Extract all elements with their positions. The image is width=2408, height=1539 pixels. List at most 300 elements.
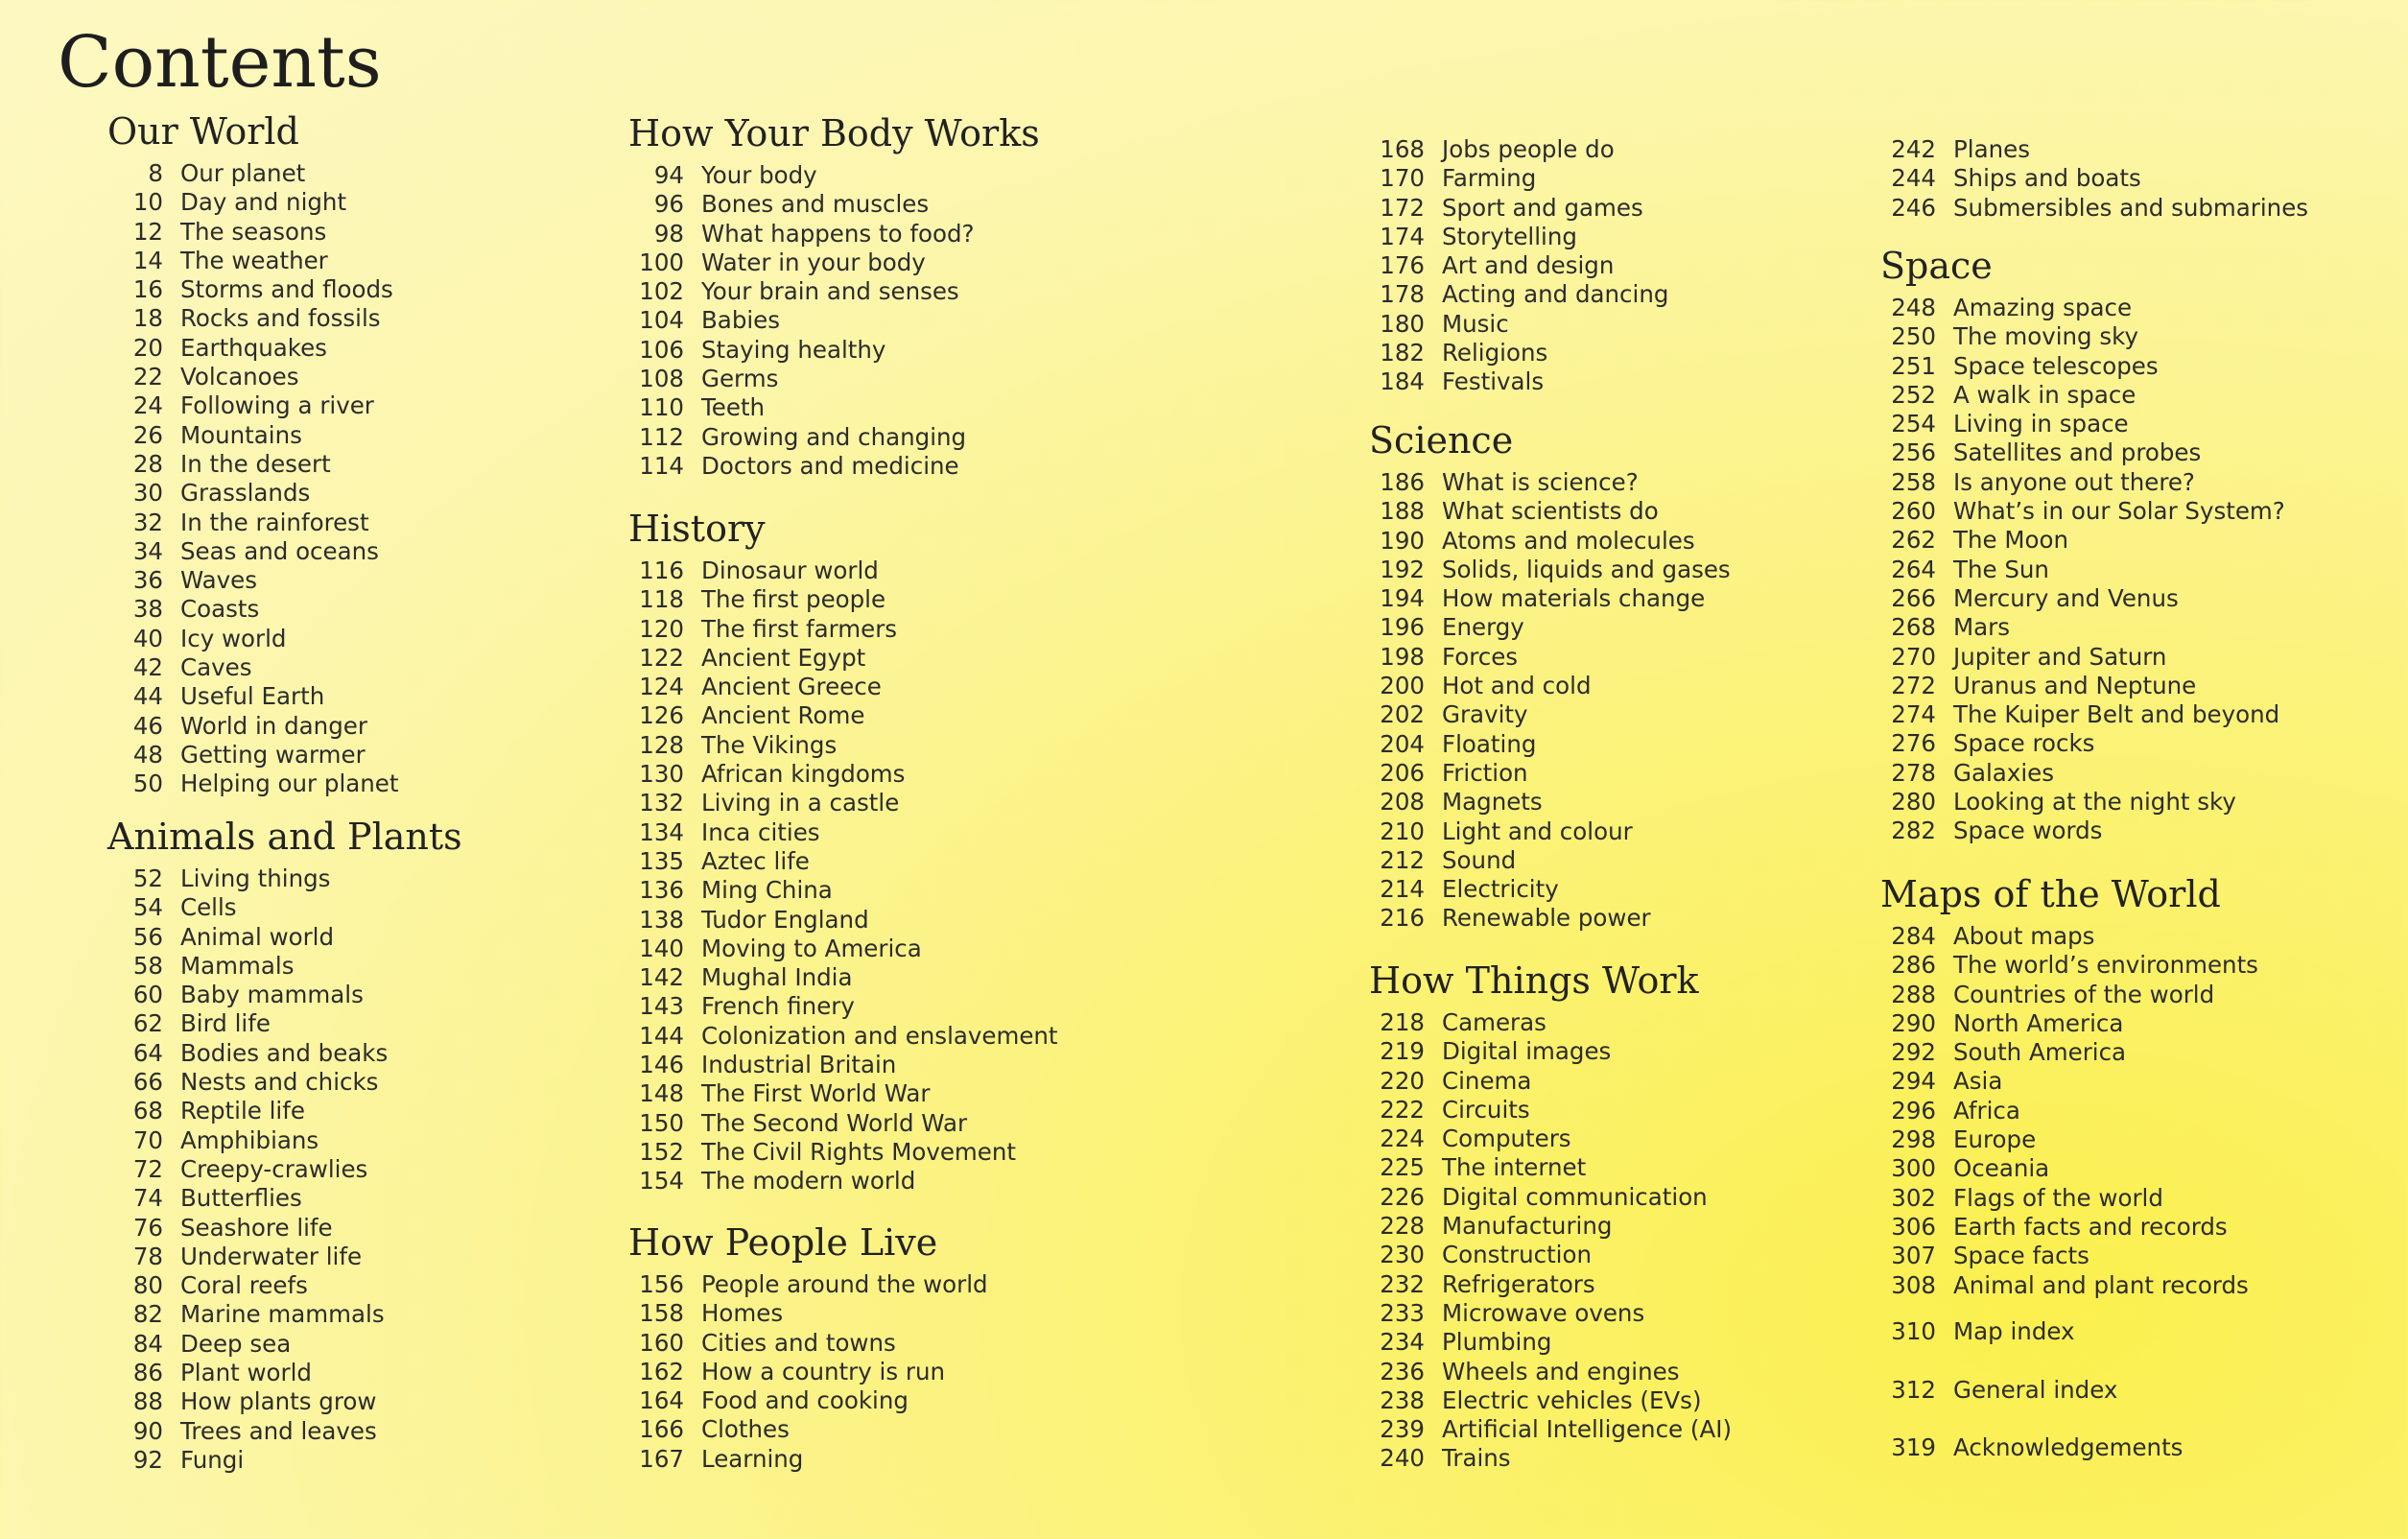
toc-entry [628,556,1473,585]
page-number: 218 [1380,1008,1425,1036]
entry-label: The Second World War [701,1108,968,1137]
page-number: 206 [1380,758,1425,787]
entry-label: Cinema [1442,1066,1532,1095]
toc-entry [1880,1361,2408,1420]
toc-entry [628,1386,1473,1415]
toc-entry [628,1329,1473,1358]
page-number: 225 [1380,1153,1425,1182]
entry-label: Animal world [180,922,335,951]
entry-label: Rocks and fossils [180,304,381,333]
entry-label: Gravity [1442,700,1528,729]
entry-label: Creepy-crawlies [180,1154,368,1183]
page-number: 58 [132,951,163,980]
toc-entry [628,1109,1473,1138]
entry-label: Waves [180,566,258,595]
page-number: 262 [1891,526,1936,555]
page-number: 222 [1380,1095,1425,1124]
toc-entry [1880,194,2408,223]
page-number: 158 [639,1299,684,1328]
page-number: 228 [1380,1212,1425,1241]
entry-label: Space facts [1953,1242,2089,1270]
entry-label: Computers [1442,1125,1571,1153]
entry-label: Planes [1953,135,2030,163]
page-number: 94 [653,161,684,189]
entry-label: Deep sea [180,1329,292,1358]
entry-label: Sound [1442,845,1517,874]
entry-label: Art and design [1442,251,1615,280]
entry-label: Volcanoes [180,363,299,391]
entry-label: The first farmers [701,614,898,643]
page-number: 34 [132,536,163,565]
section-heading: Space [1880,245,1993,287]
page-number: 38 [132,595,163,624]
page-number: 232 [1380,1269,1425,1298]
entry-label: Sport and games [1442,193,1643,222]
entry-label: Coasts [180,595,260,624]
page-number: 112 [639,422,684,451]
entry-label: Ancient Egypt [701,643,866,672]
entry-label: Inca cities [701,817,820,846]
page-number: 239 [1380,1415,1425,1444]
entry-label: Mountains [180,420,302,449]
entry-label: Asia [1953,1067,2003,1096]
toc-entry [1880,1125,2408,1154]
toc-entry [628,585,1473,614]
toc-entry [1880,1242,2408,1270]
page-number: 234 [1380,1328,1425,1357]
entry-label: Jobs people do [1442,135,1615,163]
page-number: 62 [132,1009,163,1038]
page-number: 82 [132,1300,163,1329]
section-heading: How Things Work [1369,959,1699,1002]
toc-entry [628,818,1473,847]
entry-label: Coral reefs [180,1271,308,1300]
entry-label: Music [1442,309,1509,338]
entry-label: Religions [1442,339,1548,367]
toc-entry [1880,497,2408,526]
entry-label: Circuits [1442,1095,1530,1124]
page-number: 168 [1380,135,1425,163]
entry-label: African kingdoms [701,760,906,789]
page-number: 12 [132,217,163,246]
page-number: 182 [1380,339,1425,367]
page-number: 66 [132,1068,163,1097]
entry-label: What happens to food? [701,219,975,248]
page-number: 46 [132,711,163,740]
entry-label: Ancient Greece [701,673,882,701]
page-number: 236 [1380,1357,1425,1385]
toc-entry [1880,438,2408,467]
page-number: 122 [639,643,684,672]
entry-label: Solids, liquids and gases [1442,555,1731,583]
page-number: 136 [639,876,684,905]
toc-entry [1880,1097,2408,1125]
toc-entry [1880,1303,2408,1361]
entry-list [1880,1303,2408,1478]
entry-label: Mars [1953,613,2010,642]
toc-entry [1880,700,2408,729]
page-number: 246 [1891,193,1936,222]
entry-label: Seashore life [180,1213,333,1242]
entry-label: Fungi [180,1445,245,1474]
page-number: 18 [132,304,163,333]
entry-label: Earth facts and records [1953,1212,2228,1241]
page-number: 308 [1891,1270,1936,1299]
entry-label: The First World War [701,1079,931,1108]
entry-label: Food and cooking [701,1386,909,1415]
entry-label: Caves [180,653,252,682]
page-number: 248 [1891,294,1936,321]
page-number: 188 [1380,497,1425,526]
entry-label: Storms and floods [180,275,393,304]
entry-label: Farming [1442,164,1537,193]
toc-entry [1880,526,2408,555]
page-number: 290 [1891,1008,1936,1037]
page-number: 214 [1380,875,1425,904]
entry-label: Aztec life [701,846,810,875]
page-number: 251 [1891,351,1936,380]
entry-label: Map index [1953,1317,2075,1345]
toc-entry [1880,788,2408,817]
toc-entry [1880,672,2408,700]
page-number: 74 [132,1184,163,1213]
section-continued [1880,1303,2408,1478]
entry-label: Staying healthy [701,335,886,364]
entry-label: Mammals [180,951,295,980]
page-number: 152 [639,1137,684,1166]
toc-entry [628,906,1473,935]
entry-label: Space telescopes [1953,351,2159,380]
toc-entry [628,935,1473,963]
page-number: 144 [639,1021,684,1050]
entry-label: Following a river [180,391,374,420]
entry-label: Marine mammals [180,1300,385,1329]
entry-label: Electricity [1442,875,1559,904]
page-number: 204 [1380,729,1425,758]
page-number: 8 [148,159,163,187]
page-number: 20 [132,333,163,362]
entry-label: The modern world [701,1167,916,1196]
toc-entry [628,161,1473,190]
entry-label: French finery [701,992,855,1021]
page-number: 78 [132,1242,163,1270]
page-number: 238 [1380,1385,1425,1414]
entry-label: Day and night [180,188,347,217]
page-number: 264 [1891,555,1936,583]
entry-label: Germs [701,365,779,393]
entry-label: Getting warmer [180,740,366,769]
section-how-people-live [628,1215,1473,1474]
page-number: 50 [132,770,163,798]
page-number: 154 [639,1167,684,1196]
entry-label: Oceania [1953,1154,2050,1183]
toc-entry [628,249,1473,277]
toc-entry [628,1022,1473,1051]
entry-label: Digital communication [1442,1182,1708,1211]
entry-label: Mughal India [701,963,853,992]
entry-label: Manufacturing [1442,1212,1613,1241]
toc-entry [628,760,1473,789]
entry-label: What’s in our Solar System? [1953,497,2285,526]
page-number: 172 [1380,193,1425,222]
toc-entry [628,1138,1473,1167]
page-number: 36 [132,566,163,595]
entry-label: Dinosaur world [701,556,879,584]
entry-label: Storytelling [1442,222,1577,250]
page-title: Contents [58,21,382,104]
toc-entry [1880,1009,2408,1038]
page-number: 270 [1891,642,1936,671]
entry-label: Living in space [1953,410,2129,438]
entry-label: Clothes [701,1415,790,1444]
page-number: 252 [1891,380,1936,409]
entry-label: Microwave ovens [1442,1298,1645,1327]
toc-entry [1880,922,2408,951]
page-number: 230 [1380,1241,1425,1269]
page-number: 102 [639,277,684,306]
page-number: 176 [1380,251,1425,280]
page-number: 90 [132,1416,163,1445]
page-number: 310 [1891,1317,1936,1345]
page-number: 258 [1891,467,1936,496]
entry-label: Useful Earth [180,682,325,711]
page-number: 32 [132,508,163,536]
entry-label: General index [1953,1375,2118,1404]
entry-list [1880,135,2408,223]
entry-label: Is anyone out there? [1953,467,2195,496]
page-number: 260 [1891,497,1936,526]
page-number: 114 [639,451,684,480]
toc-entry [1880,643,2408,672]
page-number: 100 [639,248,684,276]
page-number: 319 [1891,1433,1936,1461]
section-how-your-body-works [628,106,1473,481]
page-number: 224 [1380,1125,1425,1153]
page-number: 124 [639,673,684,701]
entry-label: How a country is run [701,1357,946,1385]
toc-entry [628,876,1473,905]
page-number: 70 [132,1125,163,1154]
toc-entry [628,789,1473,817]
entry-label: Babies [701,306,781,335]
entry-label: Wheels and engines [1442,1357,1680,1385]
entry-label: Jupiter and Saturn [1953,642,2167,671]
entry-label: Moving to America [701,934,922,962]
entry-label: Ancient Rome [701,701,865,730]
toc-entry [1880,981,2408,1009]
page-number: 10 [132,188,163,217]
entry-label: How materials change [1442,584,1706,613]
page-number: 220 [1380,1066,1425,1095]
entry-label: The Kuiper Belt and beyond [1953,700,2280,729]
entry-label: Cities and towns [701,1328,896,1357]
page-number: 216 [1380,904,1425,933]
page-number: 162 [639,1357,684,1385]
entry-label: Africa [1953,1096,2020,1125]
entry-label: Construction [1442,1241,1592,1269]
page-number: 30 [132,479,163,508]
page-number: 24 [132,391,163,420]
page-number: 96 [653,190,684,219]
entry-label: The weather [180,246,328,274]
toc-entry [1880,556,2408,584]
toc-entry [628,1358,1473,1386]
entry-list [628,1270,1473,1474]
entry-label: Nests and chicks [180,1068,379,1097]
page-number: 146 [639,1051,684,1079]
entry-label: Atoms and molecules [1442,526,1695,555]
page-number: 135 [639,846,684,875]
toc-entry [1880,381,2408,410]
entry-label: Mercury and Venus [1953,583,2179,612]
toc-entry [1880,1154,2408,1183]
page-number: 14 [132,246,163,274]
toc-entry [628,365,1473,393]
page-number: 200 [1380,672,1425,700]
entry-label: North America [1953,1008,2124,1037]
entry-label: In the desert [180,449,331,478]
entry-label: Homes [701,1299,784,1328]
toc-entry [628,644,1473,673]
entry-label: Acknowledgements [1953,1433,2184,1461]
entry-label: Acting and dancing [1442,280,1669,309]
section-heading: How People Live [628,1221,938,1264]
entry-label: The Sun [1953,555,2049,583]
entry-label: Seas and oceans [180,536,379,565]
entry-label: Baby mammals [180,981,364,1009]
page-number: 52 [132,864,163,892]
page-number: 198 [1380,642,1425,671]
page-number: 242 [1891,135,1936,163]
entry-label: Growing and changing [701,422,967,451]
page-number: 120 [639,614,684,643]
entry-label: Industrial Britain [701,1051,897,1079]
entry-label: Water in your body [701,248,926,276]
entry-label: A walk in space [1953,380,2137,409]
entry-label: Uranus and Neptune [1953,671,2197,699]
entry-label: Hot and cold [1442,672,1592,700]
entry-label: Cells [180,893,237,922]
page-number: 84 [132,1329,163,1358]
entry-label: Magnets [1442,788,1543,817]
entry-label: Ming China [701,876,833,905]
toc-entry [1880,584,2408,613]
toc-entry [1880,729,2408,758]
toc-entry [1880,294,2408,322]
page-number: 307 [1891,1242,1936,1270]
toc-entry [628,220,1473,249]
entry-label: Helping our planet [180,770,399,798]
entry-label: Countries of the world [1953,980,2215,1008]
page-number: 302 [1891,1183,1936,1212]
toc-entry [628,963,1473,992]
page-number: 92 [132,1445,163,1474]
entry-label: Tudor England [701,905,869,934]
entry-label: Submersibles and submarines [1953,193,2309,222]
toc-entry [1880,1271,2408,1300]
entry-list [1880,922,2408,1300]
page-number: 116 [639,556,684,584]
toc-entry [628,1270,1473,1299]
page-number: 219 [1380,1037,1425,1066]
entry-label: World in danger [180,711,367,740]
entry-label: The seasons [180,217,327,246]
toc-entry [628,277,1473,306]
page-number: 56 [132,922,163,951]
toc-entry [1880,951,2408,980]
toc-entry [1880,1067,2408,1096]
entry-label: Festivals [1442,367,1545,396]
entry-label: Amphibians [180,1125,319,1154]
page-number: 268 [1891,613,1936,642]
page-number: 42 [132,653,163,682]
entry-label: Trains [1442,1444,1511,1473]
page-number: 138 [639,905,684,934]
entry-list [628,161,1473,481]
toc-entry [628,393,1473,422]
entry-list [628,556,1473,1196]
toc-entry [628,1445,1473,1474]
toc-entry [628,452,1473,481]
entry-label: What is science? [1442,468,1639,496]
entry-label: Electric vehicles (EVs) [1442,1385,1702,1414]
page-number: 26 [132,420,163,449]
page-number: 266 [1891,583,1936,612]
entry-label: Colonization and enslavement [701,1021,1058,1050]
entry-label: In the rainforest [180,508,369,536]
section-heading: How Your Body Works [628,112,1040,154]
page-number: 88 [132,1387,163,1416]
page-number: 104 [639,306,684,335]
entry-label: Underwater life [180,1242,363,1270]
entry-label: Your body [701,161,817,189]
page-number: 160 [639,1328,684,1357]
entry-label: Cameras [1442,1008,1546,1036]
toc-entry [1880,817,2408,845]
entry-label: Bodies and beaks [180,1038,389,1067]
page-number: 118 [639,585,684,614]
page-number: 64 [132,1038,163,1067]
page-number: 300 [1891,1154,1936,1183]
page-number: 72 [132,1154,163,1183]
page-number: 286 [1891,951,1936,980]
section-heading: Science [1369,419,1514,462]
page-number: 250 [1891,322,1936,351]
page-number: 44 [132,682,163,711]
page-number: 178 [1380,280,1425,309]
toc-entry [628,1051,1473,1079]
page-number: 86 [132,1359,163,1387]
entry-label: Artificial Intelligence (AI) [1442,1415,1733,1444]
toc-entry [1880,164,2408,193]
page-number: 284 [1891,922,1936,950]
page-number: 208 [1380,788,1425,817]
entry-label: Looking at the night sky [1953,788,2236,817]
page-number: 40 [132,624,163,652]
toc-entry [628,1079,1473,1108]
page-number: 194 [1380,584,1425,613]
page-number: 16 [132,275,163,304]
page-number: 244 [1891,164,1936,193]
page-number: 110 [639,393,684,422]
page-number: 274 [1891,700,1936,729]
entry-label: Earthquakes [180,333,327,362]
toc-entry [1880,322,2408,351]
page-number: 134 [639,817,684,846]
page-number: 288 [1891,980,1936,1008]
page-number: 292 [1891,1038,1936,1067]
page-number: 196 [1380,613,1425,642]
